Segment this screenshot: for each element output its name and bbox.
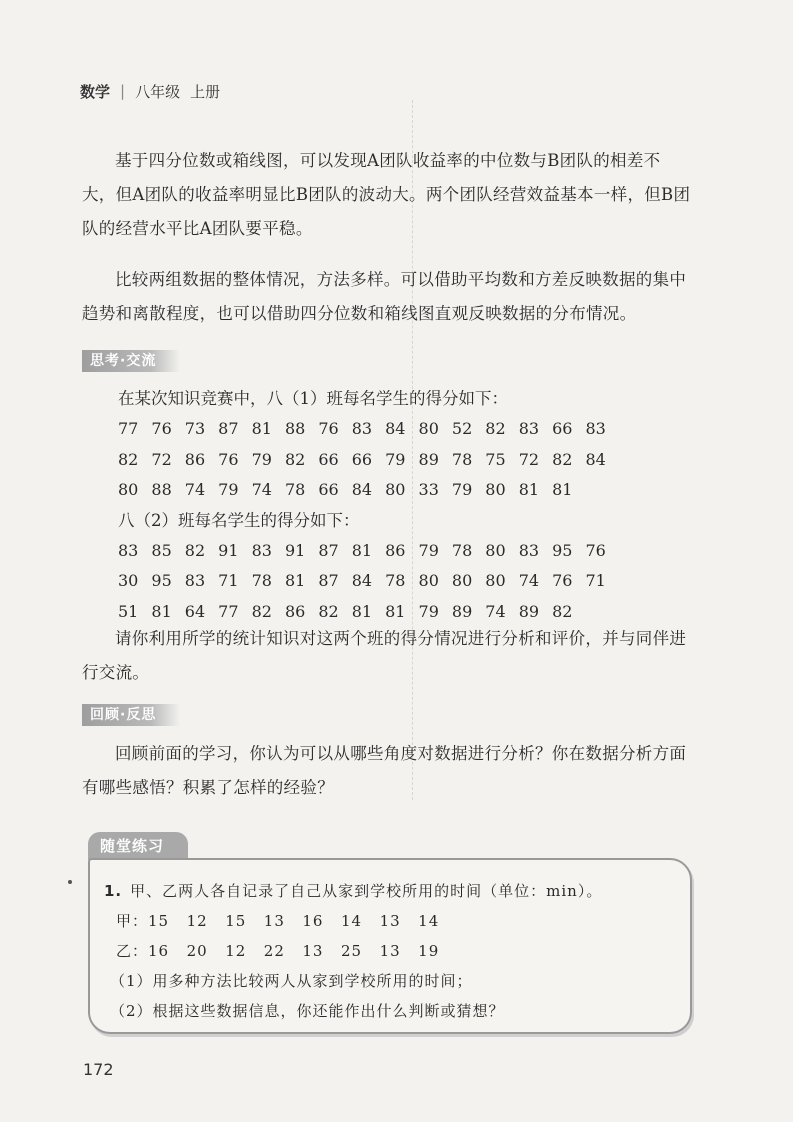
think-section	[118, 384, 619, 627]
class2-score: 71	[585, 571, 606, 590]
class2-score: 89	[518, 601, 540, 621]
class1-score: 87	[218, 419, 239, 438]
class1-score: 84	[585, 449, 606, 469]
yi-values	[148, 942, 457, 960]
class2-score: 91	[218, 540, 239, 560]
class1-score: 80	[118, 480, 139, 499]
header-volume: 上册	[190, 82, 221, 101]
class1-score: 79	[218, 480, 239, 499]
class1-score: 52	[451, 419, 473, 438]
class1-scores	[118, 414, 619, 506]
class1-score: 88	[284, 419, 306, 438]
yi-label: 乙：	[116, 942, 149, 960]
class1-score: 77	[118, 419, 139, 438]
paragraph-boxplot-conclusion	[82, 144, 692, 246]
question-text: 甲、乙两人各自记录了自己从家到学校所用的时间（单位：min）。	[130, 882, 603, 900]
class2-score: 80	[485, 540, 506, 560]
time-value: 20	[186, 942, 208, 960]
class2-row	[118, 536, 619, 567]
think-exchange-tag: 思考·交流	[82, 350, 180, 372]
practice-question	[104, 880, 602, 901]
class2-score: 74	[485, 601, 506, 621]
class1-score: 84	[351, 480, 373, 499]
class1-score: 89	[418, 449, 439, 469]
time-value: 15	[225, 912, 247, 930]
class2-score: 84	[351, 571, 373, 590]
paragraph-boxplot-text: 基于四分位数或箱线图，可以发现A团队收益率的中位数与B团队的相差不大，但A团队的收益率明显比B团队的波动大。两个团队经营效益基本一样，但B团队的经营水平比A团队要平稳。	[82, 151, 691, 238]
paragraph-comparison-text: 比较两组数据的整体情况，方法多样。可以借助平均数和方差反映数据的集中趋势和离散程度，也可以借助四分位数和箱线图直观反映数据的分布情况。	[82, 270, 687, 323]
class1-score: 74	[251, 480, 272, 499]
class2-score: 91	[284, 540, 306, 560]
review-text: 回顾前面的学习，你认为可以从哪些角度对数据进行分析？你在数据分析方面有哪些感悟？积累了怎样的经验？	[82, 744, 687, 797]
class2-score: 51	[118, 601, 139, 621]
class1-score: 33	[418, 480, 439, 499]
class1-score: 82	[552, 449, 573, 469]
class2-score: 81	[284, 571, 306, 590]
class1-row	[118, 445, 619, 476]
class2-score: 95	[151, 571, 172, 590]
time-value: 13	[379, 912, 401, 930]
class2-score: 83	[518, 540, 540, 560]
class2-row	[118, 566, 619, 597]
class2-score: 78	[251, 571, 272, 590]
time-value: 22	[263, 942, 285, 960]
time-value: 13	[263, 912, 285, 930]
class2-score: 81	[385, 601, 406, 621]
class2-score: 81	[351, 540, 373, 560]
class1-score: 80	[385, 480, 406, 499]
margin-dot	[68, 880, 72, 884]
class2-score: 30	[118, 571, 139, 590]
class1-score: 82	[485, 419, 506, 438]
class2-score: 82	[184, 540, 206, 560]
practice-box	[88, 858, 692, 1034]
class1-score: 88	[151, 480, 172, 499]
time-value: 14	[418, 912, 440, 930]
class1-score: 66	[318, 480, 339, 499]
class1-score: 76	[318, 419, 339, 438]
class1-score: 72	[151, 449, 172, 469]
class1-score: 82	[118, 449, 139, 469]
jia-times	[116, 910, 457, 931]
class1-score: 76	[218, 449, 239, 469]
class2-score: 76	[585, 540, 606, 560]
header-separator: |	[120, 82, 126, 100]
class2-score: 78	[451, 540, 473, 560]
class2-score: 74	[518, 571, 540, 590]
header-subject: 数学	[80, 82, 111, 101]
paragraph-comparison-methods	[82, 263, 692, 331]
jia-label: 甲：	[116, 912, 149, 930]
class1-score: 80	[418, 419, 439, 438]
time-value: 16	[148, 942, 170, 960]
class1-score: 86	[184, 449, 206, 469]
sub-question-2: （2）根据这些数据信息，你还能作出什么判断或猜想？	[110, 1002, 505, 1020]
class1-score: 83	[351, 419, 373, 438]
time-value: 12	[186, 912, 208, 930]
class1-score: 72	[518, 449, 540, 469]
time-value: 12	[225, 942, 247, 960]
class1-score: 73	[184, 419, 206, 438]
class2-score: 82	[552, 601, 573, 621]
class2-score: 87	[318, 571, 339, 590]
class2-score: 89	[451, 601, 473, 621]
class2-score: 78	[385, 571, 406, 590]
class1-score: 84	[385, 419, 406, 438]
class1-score: 81	[251, 419, 272, 438]
class2-score: 83	[184, 571, 206, 590]
review-paragraph	[82, 737, 692, 805]
class1-intro: 在某次知识竞赛中，八（1）班每名学生的得分如下：	[118, 389, 508, 408]
class1-score: 83	[518, 419, 540, 438]
question-number: 1.	[104, 882, 123, 900]
page-header	[80, 80, 220, 102]
class2-score: 82	[251, 601, 272, 621]
class1-score: 66	[552, 419, 573, 438]
class2-label: 八（2）班每名学生的得分如下：	[118, 510, 360, 530]
class2-score: 76	[552, 571, 573, 590]
class1-score: 79	[251, 449, 272, 469]
header-grade: 八年级	[135, 82, 181, 101]
class1-score: 79	[385, 449, 406, 469]
yi-times	[116, 940, 457, 961]
jia-values	[148, 912, 457, 930]
class2-score: 87	[318, 540, 339, 560]
think-prompt-text: 请你利用所学的统计知识对这两个班的得分情况进行分析和评价，并与同伴进行交流。	[82, 629, 687, 682]
class2-score: 82	[318, 601, 339, 621]
time-value: 16	[302, 912, 324, 930]
class1-score: 66	[351, 449, 373, 469]
class2-score: 86	[284, 601, 306, 621]
class2-score: 64	[184, 601, 206, 621]
class1-score: 80	[485, 480, 506, 499]
time-value: 19	[418, 942, 440, 960]
class2-score: 79	[418, 540, 439, 560]
time-value: 13	[302, 942, 324, 960]
time-value: 14	[340, 912, 363, 930]
class1-score: 78	[284, 480, 306, 499]
class1-score: 76	[151, 419, 172, 438]
time-value: 25	[340, 942, 363, 960]
class2-score: 80	[451, 571, 473, 590]
class2-score: 83	[118, 540, 139, 560]
class1-score: 81	[518, 480, 540, 499]
class1-score: 79	[451, 480, 473, 499]
time-value: 15	[148, 912, 170, 930]
class2-score: 77	[218, 601, 239, 621]
class1-row	[118, 475, 619, 506]
page-number: 172	[83, 1060, 114, 1079]
class2-score: 85	[151, 540, 172, 560]
class2-score: 95	[552, 540, 573, 560]
class2-score: 80	[418, 571, 439, 590]
class2-score: 81	[351, 601, 373, 621]
class1-score: 78	[451, 449, 473, 469]
class1-score: 83	[585, 419, 606, 438]
class2-score: 79	[418, 601, 439, 621]
review-reflect-tag: 回顾·反思	[82, 704, 180, 726]
class1-score: 81	[552, 480, 573, 499]
class2-score: 71	[218, 571, 239, 590]
class1-score: 75	[485, 449, 506, 469]
class1-score: 74	[184, 480, 206, 499]
class2-score: 86	[385, 540, 406, 560]
sub-question-1: （1）用多种方法比较两人从家到学校所用的时间；	[110, 972, 473, 990]
class1-row	[118, 414, 619, 445]
think-prompt	[82, 622, 692, 690]
practice-tag: 随堂练习	[88, 832, 188, 860]
class2-scores	[118, 536, 619, 628]
class2-score: 81	[151, 601, 172, 621]
class1-score: 82	[284, 449, 306, 469]
time-value: 13	[379, 942, 401, 960]
class2-score: 80	[485, 571, 506, 590]
class1-score: 66	[318, 449, 339, 469]
class2-score: 83	[251, 540, 272, 560]
